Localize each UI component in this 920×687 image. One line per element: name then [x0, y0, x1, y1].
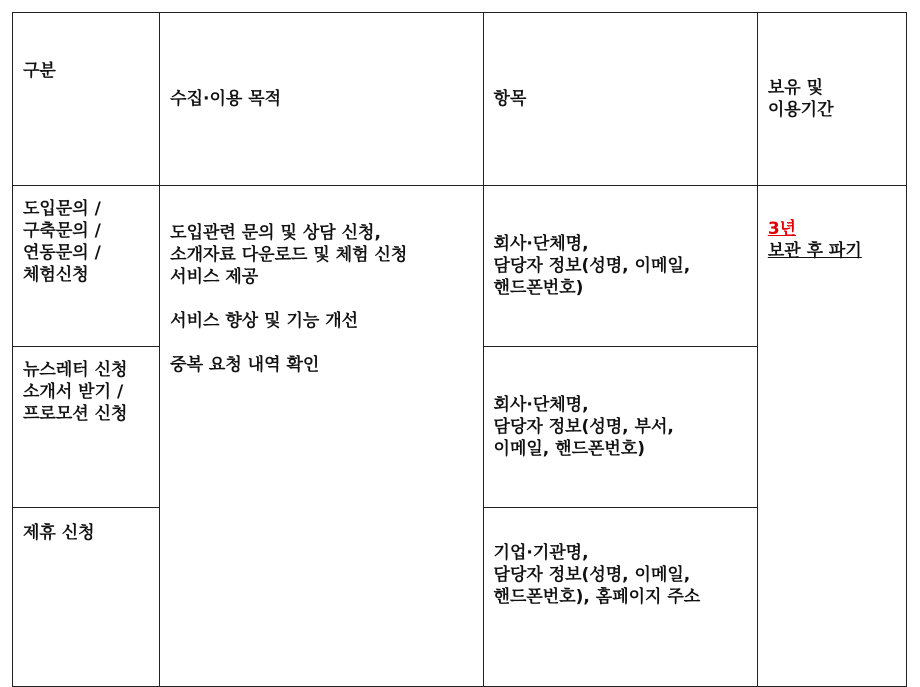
item-line: 회사·단체명, — [493, 234, 589, 254]
retention-period: 3년 — [767, 219, 797, 239]
header-purpose — [160, 13, 483, 186]
purpose-cell — [160, 186, 483, 687]
header-items-label: 항목 — [493, 89, 527, 109]
item-line: 핸드폰번호) — [493, 278, 584, 298]
item-line: 핸드폰번호), 홈페이지 주소 — [493, 587, 701, 607]
header-category — [13, 13, 160, 186]
purpose-line: 서비스 향상 및 기능 개선 — [170, 311, 359, 331]
category-line: 연동문의 / — [23, 243, 101, 263]
purpose-line: 서비스 제공 — [170, 267, 259, 287]
items-cell — [483, 186, 757, 347]
item-line: 회사·단체명, — [493, 395, 589, 415]
category-line: 도입문의 / — [23, 199, 101, 219]
category-line: 프로모션 신청 — [23, 404, 128, 424]
header-retention-line2: 이용기간 — [767, 100, 834, 120]
category-cell — [13, 508, 160, 687]
item-line: 담당자 정보(성명, 이메일, — [493, 256, 691, 276]
category-line: 구축문의 / — [23, 221, 101, 241]
item-line: 기업·기관명, — [493, 543, 589, 563]
category-cell — [13, 347, 160, 508]
category-line: 뉴스레터 신청 — [23, 360, 128, 380]
category-cell — [13, 186, 160, 347]
item-line: 담당자 정보(성명, 이메일, — [493, 565, 691, 585]
purpose-line: 도입관련 문의 및 상담 신청, — [170, 223, 381, 243]
retention-action: 보관 후 파기 — [767, 241, 862, 261]
item-line: 담당자 정보(성명, 부서, — [493, 417, 674, 437]
header-row — [13, 13, 907, 186]
purpose-line: 중복 요청 내역 확인 — [170, 355, 320, 375]
category-line: 체험신청 — [23, 265, 89, 285]
header-retention — [757, 13, 906, 186]
header-items — [483, 13, 757, 186]
table-row — [13, 186, 907, 347]
items-cell — [483, 508, 757, 687]
header-purpose-label: 수집·이용 목적 — [170, 89, 282, 109]
items-cell — [483, 347, 757, 508]
privacy-collection-table — [12, 12, 907, 687]
item-line: 이메일, 핸드폰번호) — [493, 439, 646, 459]
header-category-label: 구분 — [23, 61, 56, 81]
purpose-line: 소개자료 다운로드 및 체험 신청 — [170, 245, 408, 265]
header-retention-line1: 보유 및 — [767, 78, 823, 98]
category-line: 소개서 받기 / — [23, 382, 124, 402]
retention-cell — [757, 186, 906, 687]
category-line: 제휴 신청 — [23, 523, 95, 543]
